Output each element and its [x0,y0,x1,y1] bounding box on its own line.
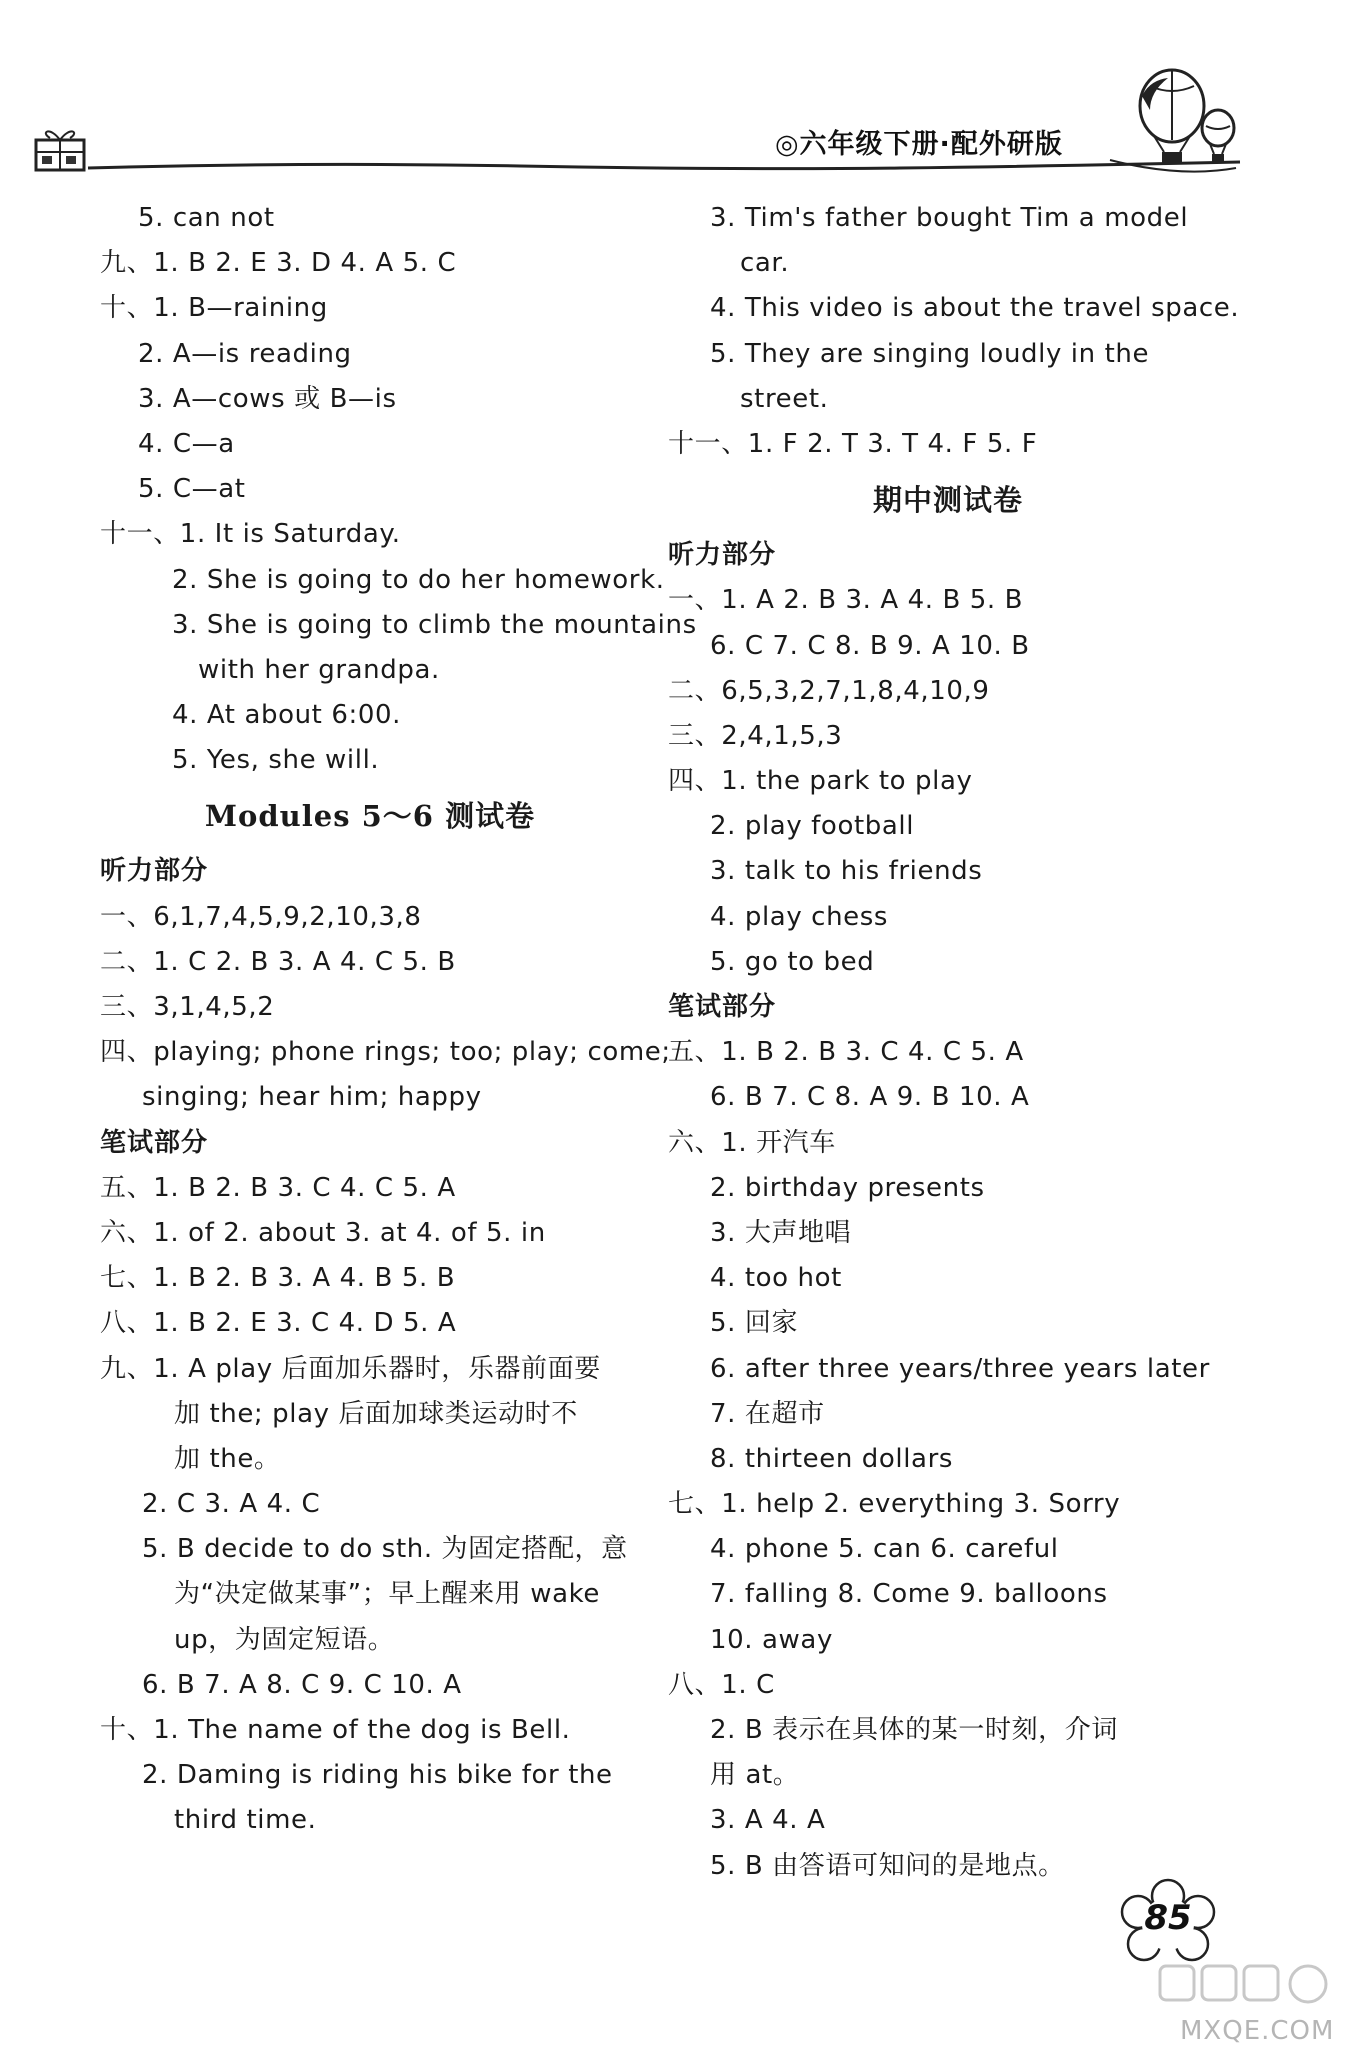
answer-line: 6. after three years/three years later [710,1353,1210,1384]
left-column [100,196,697,1844]
answer-line: 3. A 4. A [710,1805,826,1836]
answer-line: 5. Yes, she will. [172,745,380,776]
answer-line: 6. C 7. C 8. B 9. A 10. B [710,630,1030,661]
answer-line: 6. B 7. C 8. A 9. B 10. A [710,1082,1030,1113]
answer-line: 八、1. C [668,1669,775,1700]
watermark-logo-icon [1150,1960,1350,2020]
answer-line: 十一、1. F 2. T 3. T 4. F 5. F [668,428,1038,459]
answer-line: 4. At about 6:00. [172,700,401,731]
answer-line: 2. play football [710,811,915,842]
answer-line: 3. talk to his friends [710,856,983,887]
answer-line: 二、6,5,3,2,7,1,8,4,10,9 [668,675,990,706]
watermark [1150,1960,1350,2050]
answer-line: 5. B decide to do sth. 为固定搭配，意 [142,1534,628,1565]
answer-line: 四、1. the park to play [668,766,973,797]
answer-line: 7. falling 8. Come 9. balloons [710,1579,1108,1610]
answer-line: 5. go to bed [710,946,875,977]
answer-line: 4. phone 5. can 6. careful [710,1534,1059,1565]
answer-line: 九、1. B 2. E 3. D 4. A 5. C [100,248,457,279]
answer-line: car. [740,248,790,279]
answer-line: 2. birthday presents [710,1172,985,1203]
answer-line: third time. [174,1805,317,1836]
answer-line: 加 the。 [174,1443,281,1474]
section-title-modules-5-6: Modules 5～6 测试卷 [204,799,536,834]
right-column [668,196,1240,1889]
header-decoration [0,0,1360,190]
answer-line: 6. B 7. A 8. C 9. C 10. A [142,1669,462,1700]
answer-line: up，为固定短语。 [174,1624,395,1655]
answer-line: 7. 在超市 [710,1398,825,1429]
answer-line: 六、1. of 2. about 3. at 4. of 5. in [100,1217,546,1248]
answer-line: street. [740,383,829,414]
watermark-text: MXQE.COM [1180,2016,1335,2046]
header-title: ◎六年级下册·配外研版 [775,129,1063,160]
answer-line: 5. C—at [138,474,246,505]
answer-line: 三、3,1,4,5,2 [100,992,275,1022]
answer-line: 五、1. B 2. B 3. C 4. C 5. A [100,1172,456,1203]
answer-line: 六、1. 开汽车 [668,1127,836,1158]
page-number-badge [1118,1878,1218,1968]
answer-line: 用 at。 [710,1760,800,1791]
section-heading-writing: 笔试部分 [668,992,777,1022]
section-title-midterm: 期中测试卷 [872,483,1023,518]
answer-line: singing; hear him; happy [142,1082,482,1113]
answer-line: 4. C—a [138,428,235,459]
answer-line: 五、1. B 2. B 3. C 4. C 5. A [668,1037,1024,1068]
answer-line: 2. She is going to do her homework. [172,564,665,595]
answer-line: 5. They are singing loudly in the [710,338,1150,369]
section-heading-listening: 听力部分 [668,540,777,571]
answer-line: 二、1. C 2. B 3. A 4. C 5. B [100,946,456,977]
header-rule-line [88,162,1240,169]
hot-air-balloon-icon [1140,70,1204,164]
answer-line: 5. 回家 [710,1308,799,1339]
answer-line: 一、1. A 2. B 3. A 4. B 5. B [668,585,1024,616]
answer-line: 2. Daming is riding his bike for the [142,1760,613,1791]
answer-line: 3. She is going to climb the mountains [172,609,697,640]
answer-line: 九、1. A play 后面加乐器时，乐器前面要 [100,1353,601,1384]
answer-line: 十一、1. It is Saturday. [100,519,401,550]
answer-line: 十、1. B—raining [100,293,328,324]
answer-line: 8. thirteen dollars [710,1443,954,1474]
answer-line: 十、1. The name of the dog is Bell. [100,1715,571,1745]
answer-line: 加 the; play 后面加球类运动时不 [174,1398,578,1429]
section-heading-writing: 笔试部分 [100,1127,209,1158]
answer-line: 三、2,4,1,5,3 [668,720,843,751]
page-number: 85 [1144,1898,1192,1938]
answer-line: 八、1. B 2. E 3. C 4. D 5. A [100,1308,457,1339]
gift-box-icon [36,131,84,170]
section-heading-listening: 听力部分 [100,856,209,887]
answer-line: 2. A—is reading [138,338,352,369]
answer-line: 4. play chess [710,901,889,932]
answer-line: 4. too hot [710,1263,842,1294]
answer-line: 3. 大声地唱 [710,1217,852,1248]
answer-line: 七、1. help 2. everything 3. Sorry [668,1489,1121,1520]
answer-line: 3. Tim's father bought Tim a model [710,203,1189,233]
answer-line: 5. can not [138,203,275,233]
answer-line: 四、playing; phone rings; too; play; come; [100,1037,671,1068]
answer-line: 4. This video is about the travel space. [710,293,1240,324]
small-balloon-icon [1202,110,1234,162]
answer-line: 5. B 由答语可知问的是地点。 [710,1850,1065,1881]
answer-line: 2. C 3. A 4. C [142,1489,321,1520]
answer-line: 为“决定做某事”；早上醒来用 wake [174,1579,600,1610]
answer-line: 10. away [710,1624,833,1655]
page-header [0,0,1360,190]
answer-line: 3. A—cows 或 B—is [138,383,397,414]
answer-line: with her grandpa. [198,654,440,685]
answer-line: 2. B 表示在具体的某一时刻，介词 [710,1715,1118,1745]
answer-line: 七、1. B 2. B 3. A 4. B 5. B [100,1263,456,1294]
answer-line: 一、6,1,7,4,5,9,2,10,3,8 [100,901,422,932]
